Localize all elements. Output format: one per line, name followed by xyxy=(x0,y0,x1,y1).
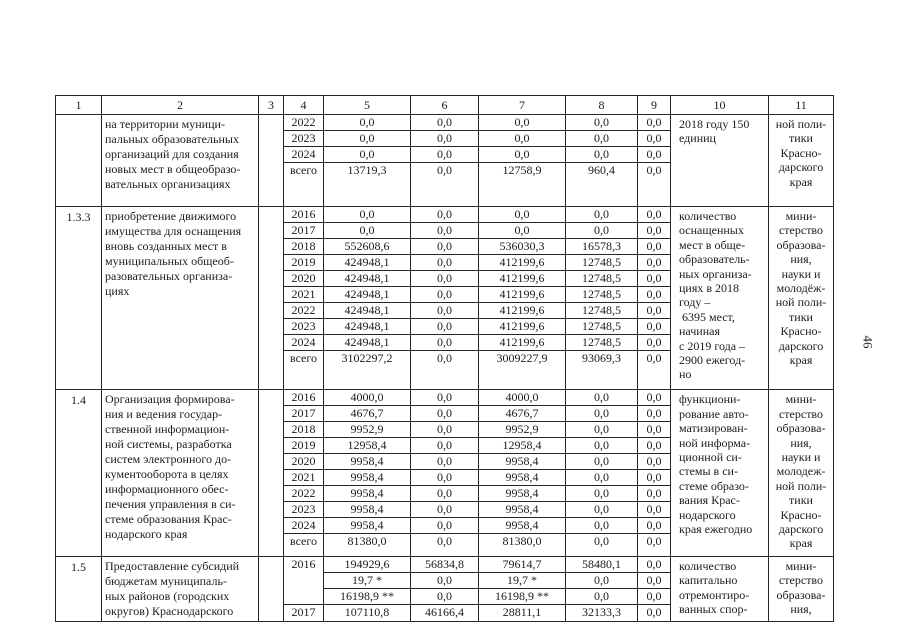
value-cell-c8: 0,0 xyxy=(566,147,638,163)
value-cell-c7: 4676,7 xyxy=(479,406,566,422)
column-3-cell xyxy=(259,390,284,557)
column-3-cell xyxy=(259,207,284,390)
value-cell-c5: 9958,4 xyxy=(324,518,411,534)
value-cell-c7: 9958,4 xyxy=(479,454,566,470)
value-cell-c9: 0,0 xyxy=(638,335,671,351)
value-cell-c6: 0,0 xyxy=(411,470,479,486)
value-cell-c7: 9958,4 xyxy=(479,502,566,518)
value-cell-c9: 0,0 xyxy=(638,572,671,588)
value-cell-c6: 56834,8 xyxy=(411,556,479,572)
value-cell-c6: 0,0 xyxy=(411,255,479,271)
value-cell-c9: 0,0 xyxy=(638,319,671,335)
value-cell-c5: 9958,4 xyxy=(324,502,411,518)
year-cell: 2020 xyxy=(284,271,324,287)
value-cell-c8: 12748,5 xyxy=(566,335,638,351)
year-cell: 2023 xyxy=(284,319,324,335)
value-cell-c6: 0,0 xyxy=(411,534,479,557)
value-cell-c9: 0,0 xyxy=(638,518,671,534)
value-cell-c5: 424948,1 xyxy=(324,287,411,303)
column-header-4: 4 xyxy=(284,96,324,115)
column-header-3: 3 xyxy=(259,96,284,115)
value-cell-c9: 0,0 xyxy=(638,406,671,422)
year-cell: 2022 xyxy=(284,115,324,131)
value-cell-c8: 0,0 xyxy=(566,406,638,422)
value-cell-c7: 81380,0 xyxy=(479,534,566,557)
value-cell-c6: 0,0 xyxy=(411,422,479,438)
column-3-cell xyxy=(259,115,284,207)
value-cell-c5: 3102297,2 xyxy=(324,351,411,390)
value-cell-c7: 412199,6 xyxy=(479,271,566,287)
value-cell-c7: 9958,4 xyxy=(479,470,566,486)
value-cell-c5: 12958,4 xyxy=(324,438,411,454)
value-cell-c7: 12758,9 xyxy=(479,163,566,207)
value-cell-c6: 0,0 xyxy=(411,454,479,470)
value-cell-c5: 424948,1 xyxy=(324,319,411,335)
value-cell-c8: 0,0 xyxy=(566,422,638,438)
value-cell-c7: 19,7 * xyxy=(479,572,566,588)
value-cell-c6: 0,0 xyxy=(411,207,479,223)
value-cell-c8: 93069,3 xyxy=(566,351,638,390)
value-cell-c9: 0,0 xyxy=(638,255,671,271)
value-cell-c9: 0,0 xyxy=(638,588,671,604)
value-cell-c8: 0,0 xyxy=(566,470,638,486)
value-cell-c6: 0,0 xyxy=(411,115,479,131)
value-cell-c8: 0,0 xyxy=(566,572,638,588)
table-body xyxy=(56,115,834,622)
value-cell-c8: 0,0 xyxy=(566,486,638,502)
value-cell-c7: 536030,3 xyxy=(479,239,566,255)
value-cell-c7: 9958,4 xyxy=(479,486,566,502)
table-row xyxy=(56,207,834,223)
value-cell-c9: 0,0 xyxy=(638,207,671,223)
value-cell-c7: 0,0 xyxy=(479,147,566,163)
value-cell-c9: 0,0 xyxy=(638,239,671,255)
value-cell-c7: 9958,4 xyxy=(479,518,566,534)
value-cell-c9: 0,0 xyxy=(638,534,671,557)
value-cell-c7: 9952,9 xyxy=(479,422,566,438)
value-cell-c9: 0,0 xyxy=(638,454,671,470)
value-cell-c7: 28811,1 xyxy=(479,604,566,622)
column-header-6: 6 xyxy=(411,96,479,115)
value-cell-c5: 9958,4 xyxy=(324,486,411,502)
value-cell-c8: 0,0 xyxy=(566,115,638,131)
value-cell-c8: 0,0 xyxy=(566,454,638,470)
value-cell-c7: 412199,6 xyxy=(479,255,566,271)
expected-result: количество оснащенных мест в обще- образователь- ных организа- циях в 2018 году – 6395 мест, начиная с 2019 года – 2900 ежегод- но xyxy=(671,207,769,390)
value-cell-c9: 0,0 xyxy=(638,556,671,572)
header-row xyxy=(56,96,834,115)
value-cell-c7: 412199,6 xyxy=(479,303,566,319)
value-cell-c5: 81380,0 xyxy=(324,534,411,557)
value-cell-c6: 0,0 xyxy=(411,351,479,390)
value-cell-c6: 0,0 xyxy=(411,319,479,335)
value-cell-c6: 0,0 xyxy=(411,335,479,351)
value-cell-c5: 0,0 xyxy=(324,147,411,163)
value-cell-c9: 0,0 xyxy=(638,486,671,502)
value-cell-c5: 9952,9 xyxy=(324,422,411,438)
value-cell-c9: 0,0 xyxy=(638,223,671,239)
value-cell-c9: 0,0 xyxy=(638,390,671,406)
value-cell-c7: 412199,6 xyxy=(479,319,566,335)
value-cell-c6: 0,0 xyxy=(411,438,479,454)
expected-result: функциони- рование авто- матизирован- ной информа- ционной си- стемы в си- стеме образо- вания Крас- нодарского края ежегодно xyxy=(671,390,769,557)
value-cell-c8: 0,0 xyxy=(566,223,638,239)
year-cell: 2024 xyxy=(284,335,324,351)
value-cell-c8: 12748,5 xyxy=(566,303,638,319)
column-header-7: 7 xyxy=(479,96,566,115)
column-header-8: 8 xyxy=(566,96,638,115)
value-cell-c9: 0,0 xyxy=(638,604,671,622)
value-cell-c8: 0,0 xyxy=(566,518,638,534)
program-table xyxy=(55,95,834,622)
value-cell-c5: 16198,9 ** xyxy=(324,588,411,604)
value-cell-c5: 0,0 xyxy=(324,131,411,147)
value-cell-c6: 0,0 xyxy=(411,271,479,287)
column-3-cell xyxy=(259,556,284,622)
value-cell-c8: 12748,5 xyxy=(566,319,638,335)
value-cell-c8: 0,0 xyxy=(566,438,638,454)
value-cell-c6: 0,0 xyxy=(411,588,479,604)
year-cell: 2016 xyxy=(284,207,324,223)
year-cell: 2024 xyxy=(284,518,324,534)
year-cell: всего xyxy=(284,163,324,207)
responsible-executor: мини- стерство образова- ния, xyxy=(769,556,834,622)
year-cell: всего xyxy=(284,351,324,390)
value-cell-c9: 0,0 xyxy=(638,271,671,287)
value-cell-c9: 0,0 xyxy=(638,147,671,163)
value-cell-c9: 0,0 xyxy=(638,163,671,207)
value-cell-c6: 0,0 xyxy=(411,303,479,319)
column-header-1: 1 xyxy=(56,96,102,115)
value-cell-c7: 0,0 xyxy=(479,207,566,223)
table-row xyxy=(56,390,834,406)
value-cell-c7: 79614,7 xyxy=(479,556,566,572)
item-number: 1.5 xyxy=(56,556,102,622)
column-header-2: 2 xyxy=(102,96,259,115)
item-description: приобретение движимого имущества для оснащения вновь созданных мест в муниципальных общеоб- разовательных организа- циях xyxy=(102,207,259,390)
value-cell-c6: 0,0 xyxy=(411,163,479,207)
value-cell-c7: 412199,6 xyxy=(479,287,566,303)
year-cell: 2019 xyxy=(284,255,324,271)
value-cell-c5: 4676,7 xyxy=(324,406,411,422)
item-number: 1.3.3 xyxy=(56,207,102,390)
value-cell-c9: 0,0 xyxy=(638,470,671,486)
value-cell-c6: 0,0 xyxy=(411,131,479,147)
year-cell: 2018 xyxy=(284,239,324,255)
year-cell: 2023 xyxy=(284,502,324,518)
value-cell-c7: 12958,4 xyxy=(479,438,566,454)
value-cell-c5: 0,0 xyxy=(324,207,411,223)
value-cell-c5: 424948,1 xyxy=(324,335,411,351)
value-cell-c7: 0,0 xyxy=(479,131,566,147)
value-cell-c9: 0,0 xyxy=(638,303,671,319)
value-cell-c6: 0,0 xyxy=(411,223,479,239)
value-cell-c6: 0,0 xyxy=(411,502,479,518)
value-cell-c7: 3009227,9 xyxy=(479,351,566,390)
responsible-executor: ной поли- тики Красно- дарского края xyxy=(769,115,834,207)
value-cell-c8: 0,0 xyxy=(566,502,638,518)
year-cell: 2024 xyxy=(284,147,324,163)
value-cell-c9: 0,0 xyxy=(638,438,671,454)
year-cell: 2017 xyxy=(284,406,324,422)
year-cell: 2021 xyxy=(284,470,324,486)
value-cell-c9: 0,0 xyxy=(638,422,671,438)
value-cell-c6: 0,0 xyxy=(411,147,479,163)
value-cell-c7: 0,0 xyxy=(479,223,566,239)
value-cell-c8: 12748,5 xyxy=(566,271,638,287)
value-cell-c5: 19,7 * xyxy=(324,572,411,588)
value-cell-c7: 0,0 xyxy=(479,115,566,131)
value-cell-c5: 107110,8 xyxy=(324,604,411,622)
item-description: на территории муници- пальных образовательных организаций для создания новых мест в общеобразо- вательных организациях xyxy=(102,115,259,207)
table-row xyxy=(56,556,834,572)
value-cell-c9: 0,0 xyxy=(638,502,671,518)
value-cell-c8: 960,4 xyxy=(566,163,638,207)
year-cell: 2019 xyxy=(284,438,324,454)
year-cell: 2016 xyxy=(284,556,324,604)
value-cell-c6: 46166,4 xyxy=(411,604,479,622)
item-description: Организация формирова- ния и ведения государ- ственной информацион- ной системы, разработка систем электронного до- кументооборота в целях информационного обес- печения управления в си- стеме образования Крас- нодарского края xyxy=(102,390,259,557)
value-cell-c6: 0,0 xyxy=(411,287,479,303)
value-cell-c6: 0,0 xyxy=(411,572,479,588)
value-cell-c5: 4000,0 xyxy=(324,390,411,406)
value-cell-c9: 0,0 xyxy=(638,351,671,390)
value-cell-c8: 0,0 xyxy=(566,534,638,557)
year-cell: 2021 xyxy=(284,287,324,303)
year-cell: 2018 xyxy=(284,422,324,438)
year-cell: 2023 xyxy=(284,131,324,147)
column-header-10: 10 xyxy=(671,96,769,115)
value-cell-c5: 9958,4 xyxy=(324,454,411,470)
value-cell-c8: 12748,5 xyxy=(566,255,638,271)
value-cell-c8: 32133,3 xyxy=(566,604,638,622)
page-number: 46 xyxy=(860,335,876,349)
item-number: 1.4 xyxy=(56,390,102,557)
value-cell-c6: 0,0 xyxy=(411,239,479,255)
value-cell-c6: 0,0 xyxy=(411,390,479,406)
value-cell-c6: 0,0 xyxy=(411,486,479,502)
value-cell-c5: 424948,1 xyxy=(324,255,411,271)
year-cell: 2022 xyxy=(284,486,324,502)
column-header-5: 5 xyxy=(324,96,411,115)
value-cell-c6: 0,0 xyxy=(411,518,479,534)
year-cell: 2016 xyxy=(284,390,324,406)
value-cell-c5: 9958,4 xyxy=(324,470,411,486)
item-description: Предоставление субсидий бюджетам муниципаль- ных районов (городских округов) Краснодарского xyxy=(102,556,259,622)
year-cell: 2020 xyxy=(284,454,324,470)
year-cell: 2022 xyxy=(284,303,324,319)
expected-result: количество капитально отремонтиро- ванных спор- xyxy=(671,556,769,622)
value-cell-c7: 412199,6 xyxy=(479,335,566,351)
value-cell-c8: 58480,1 xyxy=(566,556,638,572)
year-cell: 2017 xyxy=(284,223,324,239)
year-cell: всего xyxy=(284,534,324,557)
expected-result: 2018 году 150 единиц xyxy=(671,115,769,207)
value-cell-c5: 0,0 xyxy=(324,223,411,239)
year-cell: 2017 xyxy=(284,604,324,622)
table-row xyxy=(56,115,834,131)
value-cell-c8: 12748,5 xyxy=(566,287,638,303)
responsible-executor: мини- стерство образова- ния, науки и молодеж- ной поли- тики Красно- дарского края xyxy=(769,390,834,557)
responsible-executor: мини- стерство образова- ния, науки и молодёж- ной поли- тики Красно- дарского края xyxy=(769,207,834,390)
value-cell-c9: 0,0 xyxy=(638,287,671,303)
value-cell-c5: 0,0 xyxy=(324,115,411,131)
value-cell-c8: 0,0 xyxy=(566,131,638,147)
value-cell-c6: 0,0 xyxy=(411,406,479,422)
value-cell-c7: 16198,9 ** xyxy=(479,588,566,604)
value-cell-c5: 194929,6 xyxy=(324,556,411,572)
value-cell-c5: 424948,1 xyxy=(324,271,411,287)
value-cell-c8: 0,0 xyxy=(566,390,638,406)
value-cell-c8: 0,0 xyxy=(566,207,638,223)
column-header-11: 11 xyxy=(769,96,834,115)
value-cell-c8: 16578,3 xyxy=(566,239,638,255)
value-cell-c9: 0,0 xyxy=(638,131,671,147)
value-cell-c5: 424948,1 xyxy=(324,303,411,319)
value-cell-c7: 4000,0 xyxy=(479,390,566,406)
value-cell-c5: 552608,6 xyxy=(324,239,411,255)
value-cell-c9: 0,0 xyxy=(638,115,671,131)
value-cell-c5: 13719,3 xyxy=(324,163,411,207)
column-header-9: 9 xyxy=(638,96,671,115)
item-number xyxy=(56,115,102,207)
value-cell-c8: 0,0 xyxy=(566,588,638,604)
